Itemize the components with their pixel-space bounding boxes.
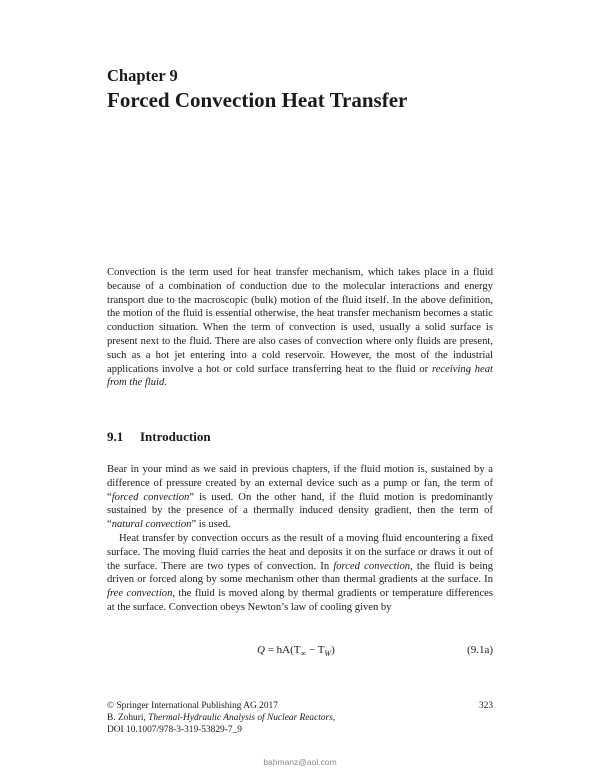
p2-italic-1: forced convection	[333, 560, 411, 572]
eq-sub-w: W	[324, 649, 332, 659]
p1-text-3: ” is used.	[191, 519, 231, 531]
equation-body	[257, 644, 335, 658]
citation-line	[107, 712, 493, 724]
p2-italic-2: free convection	[107, 588, 173, 600]
chapter-title: Forced Convection Heat Transfer	[107, 88, 408, 112]
eq-sub-infinity: ∞	[300, 649, 307, 659]
eq-rhs-prefix: = hA(T	[264, 644, 301, 656]
chapter-label: Chapter 9	[107, 66, 178, 85]
intro-paragraph-2	[107, 532, 493, 615]
p1-italic-2: natural convection	[111, 519, 192, 531]
equation-number: (9.1a)	[467, 644, 493, 656]
page-footer	[107, 700, 493, 737]
p2-text-1: Heat transfer by convection occurs as the result of a moving fluid encountering a fixed surface. The moving fluid carries the heat and deposits it on the surface or draws it out of the surface. There are two types of convection. In	[107, 533, 493, 572]
chapter-abstract	[107, 266, 493, 390]
p2-text-2: , the fluid is being driven or forced along by some mechanism other than thermal gradients at the surface. In	[107, 560, 494, 586]
eq-minus: − T	[306, 644, 325, 656]
p1-text-2: ” is used. On the other hand, if the fluid motion is predominantly sustained by the presence of a thermally induced density gradient, then the term of “	[107, 491, 493, 531]
p1-italic-1: forced convection	[111, 491, 190, 503]
citation-author: B. Zohuri,	[107, 713, 149, 724]
citation-book-title: Thermal-Hydraulic Analysis of Nuclear Reactors	[148, 713, 333, 724]
page-number: 323	[478, 701, 493, 711]
citation-comma: ,	[332, 713, 336, 724]
copyright-line: © Springer International Publishing AG 2017	[107, 701, 278, 711]
abstract-text: Convection is the term used for heat transfer mechanism, which takes place in a fluid because of a combination of conduction due to the molecular interactions and energy transport due to the macroscopic (bulk) motion of the fluid itself. In the above definition, the motion of the fluid is essential otherwise, the heat transfer mechanism becomes a static conduction situation. When the term of convection is used, usually a solid surface is present next to the fluid. There are also cases of convection where only fluids are present, such as a hot jet entering into a cold reservoir. However, the most of the industrial applications involve a hot or cold surface transferring heat to the fluid or	[107, 267, 493, 375]
section-title: Introduction	[140, 429, 211, 444]
p1-text-1: Bear in your mind as we said in previous chapters, if the fluid motion is, sustained by a difference of pressure created by an external device such as a pump or fan, the term of “	[107, 464, 493, 503]
abstract-end: .	[164, 377, 167, 389]
watermark-email: bahmanz@aol.com	[263, 757, 337, 767]
abstract-italic: receiving heat from the fluid	[107, 363, 493, 389]
eq-close: )	[331, 644, 335, 656]
doi-line: DOI 10.1007/978-3-319-53829-7_9	[107, 725, 242, 736]
equation-9-1a	[107, 644, 493, 660]
section-heading	[107, 429, 211, 445]
intro-paragraph-1	[107, 463, 493, 532]
p2-text-3: , the fluid is moved along by thermal gradients or temperature differences at the surface. Convection obeys Newton’s law of cooling given by	[107, 588, 493, 613]
eq-lhs: Q	[257, 644, 265, 656]
section-number: 9.1	[107, 429, 124, 444]
